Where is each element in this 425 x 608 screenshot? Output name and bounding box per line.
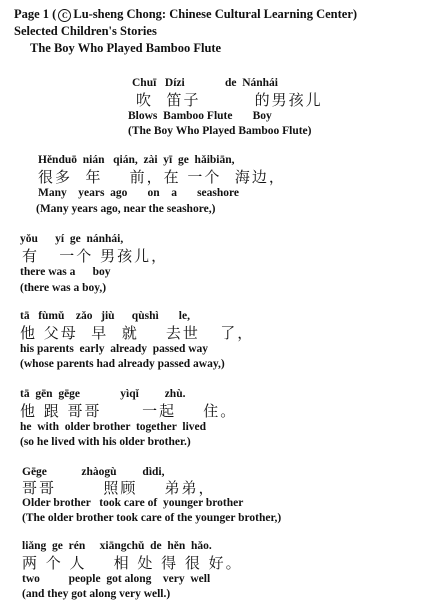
stanza-5-translation: (The older brother took care of the younger brother,) xyxy=(22,512,282,524)
copyright-icon: C xyxy=(58,9,71,22)
stanza-2-hanzi: 有 一个 男孩儿， xyxy=(22,247,169,265)
collection-title: Selected Children's Stories xyxy=(14,24,157,38)
stanza-5-pinyin: Gēge zhàogù dìdi, xyxy=(22,466,165,478)
stanza-6-gloss: two people got along very well xyxy=(22,573,211,585)
stanza-3-pinyin: tā fùmǔ zǎo jiù qùshì le, xyxy=(20,310,190,322)
stanza-4-translation: (so he lived with his older brother.) xyxy=(20,436,191,448)
title-pinyin: Chuī Dízi de Nánhái xyxy=(132,77,279,89)
stanza-2-gloss: there was a boy xyxy=(20,266,111,278)
stanza-3-gloss: his parents early already passed way xyxy=(20,343,209,355)
title-gloss: Blows Bamboo Flute Boy xyxy=(128,110,272,122)
story-title: The Boy Who Played Bamboo Flute xyxy=(30,41,222,55)
stanza-5-gloss: Older brother took care of younger brother xyxy=(22,497,244,509)
stanza-4-pinyin: tā gēn gēge yìqǐ zhù. xyxy=(20,388,186,400)
stanza-1-gloss: Many years ago on a seashore xyxy=(38,187,240,199)
stanza-3-translation: (whose parents had already passed away,) xyxy=(20,358,225,370)
title-hanzi: 吹 笛子 的男孩儿 xyxy=(136,91,323,109)
stanza-4-hanzi: 他 跟 哥哥 一起 住。 xyxy=(20,402,238,420)
stanza-1-translation: (Many years ago, near the seashore,) xyxy=(36,203,216,215)
stanza-3-hanzi: 他 父母 早 就 去世 了， xyxy=(20,324,255,342)
page-label: Page 1 ( xyxy=(14,7,57,21)
stanza-2-pinyin: yǒu yí ge nánhái, xyxy=(20,233,124,245)
stanza-2-translation: (there was a boy,) xyxy=(20,282,107,294)
title-translation: (The Boy Who Played Bamboo Flute) xyxy=(128,125,312,137)
stanza-5-hanzi: 哥哥 照顾 弟弟， xyxy=(22,479,216,497)
stanza-4-gloss: he with older brother together lived xyxy=(20,421,207,433)
stanza-6-pinyin: liǎng ge rén xiāngchǔ de hěn hǎo. xyxy=(22,540,212,552)
page-header-line xyxy=(14,8,357,22)
stanza-1-hanzi: 很多 年 前，在 一个 海边， xyxy=(38,168,286,186)
author-center: Lu-sheng Chong: Chinese Cultural Learning Center) xyxy=(73,7,358,21)
stanza-6-hanzi: 两 个 人 相 处 得 很 好。 xyxy=(22,554,243,572)
stanza-6-translation: (and they got along very well.) xyxy=(22,588,171,600)
stanza-1-pinyin: Hěnduō nián qián, zài yī ge hǎibiān, xyxy=(38,154,235,166)
